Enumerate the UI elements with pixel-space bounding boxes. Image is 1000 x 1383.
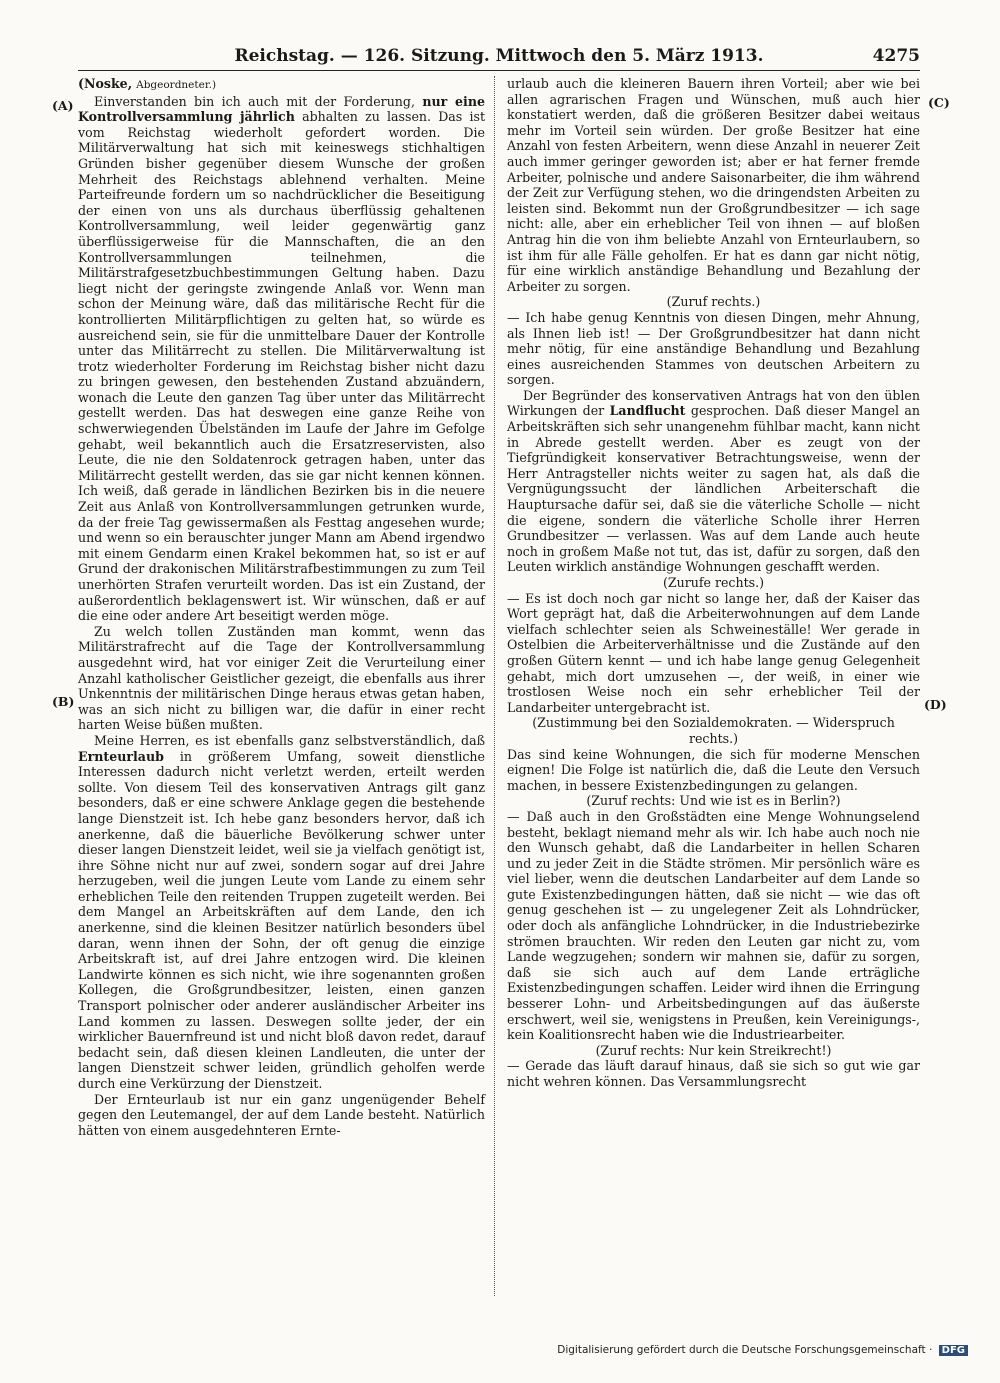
margin-mark-a: (A) — [52, 98, 74, 113]
emphasis-kontrollversammlung: nur eine Kontrollversammlung jährlich — [78, 93, 485, 125]
footer-text: Digitalisierung gefördert durch die Deutsche Forschungsgemeinschaft · — [557, 1344, 933, 1356]
page-number: 4275 — [872, 46, 920, 66]
paragraph: — Daß auch in den Großstädten eine Menge Wohnungselend besteht, beklagt niemand mehr als wir. Ich habe auch noch nie den Wunsch gehabt, daß die Landarbeiter in hellen Scharen und zu jeder Zeit in die Städte strömen. Mir persönlich wäre es viel lieber, wenn die deutschen Landarbeiter auf dem Lande so gute Existenzbedingungen hätten, daß sie nicht — wie das oft genug geschehen ist — zu ungelegener Zeit als Lohndrücker, oder doch als anfängliche Lohndrücker, in die Industriebezirke strömen brauchten. Wir reden den Leuten gar nicht zu, vom Lande wegzugehen; sondern wir mahnen sie, dafür zu sorgen, daß sie sich auch auf dem Lande erträgliche Existenzbedingungen schaffen. Leider wird ihnen die Erringung besserer Lohn- und Arbeitsbedingungen auf das äußerste erschwert, weil sie, wenigstens in Preußen, kein Vereinigungs-, kein Koalitionsrecht haben wie die Industriearbeiter. — [507, 808, 920, 1043]
page-header — [78, 44, 920, 70]
column-divider — [494, 76, 495, 1296]
text-run: Der Begründer des konservativen Antrags hat von den üblen Wirkungen der — [507, 387, 920, 419]
dfg-logo: DFG — [939, 1345, 968, 1356]
text-run: Einverstanden bin ich auch mit der Forderung, — [94, 93, 415, 109]
margin-mark-c: (C) — [928, 95, 950, 110]
right-column — [507, 76, 920, 1090]
speaker-line — [78, 76, 485, 94]
text-run: Meine Herren, es ist ebenfalls ganz selbstverständlich, daß — [94, 732, 485, 748]
interjection: (Zuruf rechts: Nur kein Streikrecht!) — [595, 1042, 832, 1058]
paragraph: — Gerade das läuft darauf hinaus, daß sie sich so gut wie gar nicht wehren können. Das Versammlungsrecht — [507, 1058, 920, 1089]
text-run: in größerem Umfang, soweit dienstliche Interessen dadurch nicht verletzt werden, erteilt werden sollte. Von diesem Teil des konservativen Antrags gilt ganz besonders, daß er eine schwere Anklage gegen die bestehende lange Dienstzeit ist. Ich hebe ganz besonders hervor, daß ich anerkenne, daß die bäuerliche Bevölkerung schwer unter dieser langen Dienstzeit leidet, weil sie ja vielfach genötigt ist, ihre Söhne nicht nur auf zwei, sondern sogar auf drei Jahre herzugeben, weil die jungen Leute vom Lande zu einem sehr erheblichen Teile den reitenden Truppen zugeteilt werden. Bei dem Mangel an Arbeitskräften auf dem Lande, den ich anerkenne, sind die kleinen Besitzer natürlich besonders übel daran, wenn ihnen der Sohn, der oft genug die einzige Arbeitskraft ist, auf drei Jahre entzogen wird. Die kleinen Landwirte können es sich nicht, wie ihre sogenannten großen Kollegen, die Großgrundbesitzer, leisten, einen ganzen Transport polnischer oder anderer ausländischer Arbeiter ins Land kommen zu lassen. Deswegen sollte jeder, der ein wirklicher Bauernfreund ist und nicht bloß davon redet, darauf bedacht sein, daß diesen kleinen Landleuten, die unter der langen Dienstzeit schwer leiden, gründlich geholfen werde durch eine Verkürzung der Dienstzeit. — [78, 748, 485, 1091]
interjection: (Zuruf rechts: Und wie ist es in Berlin?) — [586, 793, 841, 809]
text-run: abhalten zu lassen. Das ist vom Reichstag wiederholt gefordert worden. Die Militärverwaltung hat sich mit keineswegs stichhaltigen Gründen bisher gegenüber diesem Wunsche der großen Mehrheit des Reichstags ablehnend verhalten. Meine Parteifreunde fordern um so nachdrücklicher die Beseitigung der einen von uns als durchaus überflüssig gehaltenen Kontrollversammlung, weil leider gegenwärtig ganz überflüssigerweise für die Mannschaften, die an den Kontrollversammlungen teilnehmen, die Militärstrafgesetzbuchbestimmungen Geltung haben. Dazu liegt nicht der geringste zwingende Anlaß vor. Wenn man schon der Meinung wäre, daß das militärische Recht für die kontrollierten Militärpflichtigen zu gelten hat, so würde es ausreichend sein, sie für die unmittelbare Dauer der Kontrolle unter das Militärrecht zu stellen. Die Militärverwaltung ist trotz wiederholter Forderung im Reichstag bisher nicht dazu zu bringen gewesen, den bestehenden Zustand abzuändern, wonach die Leute den ganzen Tag über unter das Militärrecht gestellt werden. Das hat deswegen eine ganze Reihe von schwerwiegenden Übelständen im Laufe der Jahre im Gefolge gehabt, weil bekanntlich auch die Ersatzreservisten, also Leute, die nie den Soldatenrock getragen haben, unter das Militärrecht gestellt werden, das sie gar nicht kennen können. Ich weiß, daß gerade in ländlichen Bezirken bis in die neuere Zeit aus Anlaß von Kontrollversammlungen getrunken wurde, da der freie Tag gewissermaßen als Festtag angesehen wurde; und wenn so ein berauschter junger Mann am Abend irgendwo mit einem Gendarm einen Krakel bekommen hat, so ist er auf Grund der drakonischen Militärstrafbestimmungen zu zum Teil unerhörten Strafen verurteilt worden. Das ist ein Zustand, der außerordentlich beklagenswert ist. Wir wünschen, daß er auf die eine oder andere Art beseitigt werden möge. — [78, 109, 485, 624]
speaker-name: (Noske, — [78, 76, 133, 91]
paragraph — [78, 94, 485, 624]
paragraph: — Ich habe genug Kenntnis von diesen Dingen, mehr Ahnung, als Ihnen lieb ist! — Der Großgrundbesitzer hat dann nicht mehr nötig, für eine anständige Behandlung und Bezahlung eines ausreichenden Stammes von deutschen Arbeitern zu sorgen. — [507, 309, 920, 388]
margin-mark-d: (D) — [924, 697, 947, 712]
interjection: (Zuruf rechts.) — [666, 294, 761, 310]
paragraph: Zu welch tollen Zuständen man kommt, wenn das Militärstrafrecht auf die Tage der Kontrollversammlung ausgedehnt wird, hat vor einiger Zeit die Verurteilung einer Anzahl katholischer Geistlicher gezeigt, die ebenfalls aus ihrer Unkenntnis der militärischen Dinge heraus etwas getan haben, was an sich nicht zu billigen war, die dafür in einer recht harten Weise büßen mußten. — [78, 623, 485, 733]
paragraph — [78, 733, 485, 1092]
digitization-footer — [557, 1344, 968, 1356]
paragraph: urlaub auch die kleineren Bauern ihren Vorteil; aber wie bei allen agrarischen Fragen und Wünschen, muß auch hier konstatiert werden, daß die größeren Besitzer dabei weitaus mehr im Vorteil sein würden. Der große Besitzer hat eine Anzahl von festen Arbeitern, wenn diese Anzahl in neuerer Zeit auch immer geringer geworden ist; aber er hat ferner fremde Arbeiter, polnische und andere Saisonarbeiter, die ihm während der Zeit zur Verfügung stehen, wo die dringendsten Arbeiten zu leisten sind. Bekommt nun der Großgrundbesitzer — ich sage nicht: alle, aber ein erheblicher Teil von ihnen — auf bloßen Antrag hin die von ihm beliebte Anzahl von Ernteurlaubern, so ist ihm für alle Fälle geholfen. Er hat es dann gar nicht nötig, für eine wirklich anständige Behandlung und Bezahlung der Arbeiter zu sorgen. — [507, 76, 920, 294]
paragraph: — Es ist doch noch gar nicht so lange her, daß der Kaiser das Wort geprägt hat, daß die Arbeiterwohnungen auf dem Lande vielfach schlechter seien als Schweineställe! Wer gerade in Ostelbien die Arbeiterverhältnisse und die Zustände auf den großen Gütern kennt — und ich habe lange genug Gelegenheit gehabt, mich dort umzusehen —, der weiß, in einer wie trostlosen Weise noch ein sehr erheblicher Teil der Landarbeiter untergebracht ist. — [507, 590, 920, 715]
paragraph: Der Ernteurlaub ist nur ein ganz ungenügender Behelf gegen den Leutemangel, der auf dem Lande besteht. Natürlich hätten von einem ausgedehnteren Ernte- — [78, 1091, 485, 1138]
speaker-role: Abgeordneter.) — [136, 79, 217, 91]
header-rule — [78, 70, 920, 71]
page-title: Reichstag. — 126. Sitzung. Mittwoch den 5. März 1913. — [234, 46, 764, 66]
interjection: (Zurufe rechts.) — [662, 575, 765, 590]
emphasis-ernteurlaub: Ernteurlaub — [78, 748, 164, 764]
left-column — [78, 76, 485, 1138]
margin-mark-b: (B) — [52, 694, 75, 709]
paragraph — [507, 388, 920, 575]
paragraph: Das sind keine Wohnungen, die sich für moderne Menschen eignen! Die Folge ist natürlich die, daß die Leute den Versuch machen, in bessere Existenzbedingungen zu gelangen. — [507, 746, 920, 793]
interjection: (Zustimmung bei den Sozialdemokraten. — Widerspruch rechts.) — [532, 715, 895, 746]
emphasis-landflucht: Landflucht — [609, 403, 686, 419]
text-run: gesprochen. Daß dieser Mangel an Arbeitskräften sich sehr unangenehm fühlbar macht, kann nicht in Abrede gestellt werden. Aber es zeugt von der Tiefgründigkeit konservativer Betrachtungsweise, wenn der Herr Antragsteller nichts weiter zu sagen hat, als daß die Vergnügungssucht der ländlichen Arbeiterschaft die Hauptursache dafür sei, daß sie die väterliche Scholle — nicht die eigene, sondern die väterliche Scholle ihrer Herren Grundbesitzer — verlassen. Was auf dem Lande auch heute noch in großem Maße not tut, das ist, dafür zu sorgen, daß den Leuten wirklich anständige Wohnungen geschafft werden. — [507, 403, 920, 575]
